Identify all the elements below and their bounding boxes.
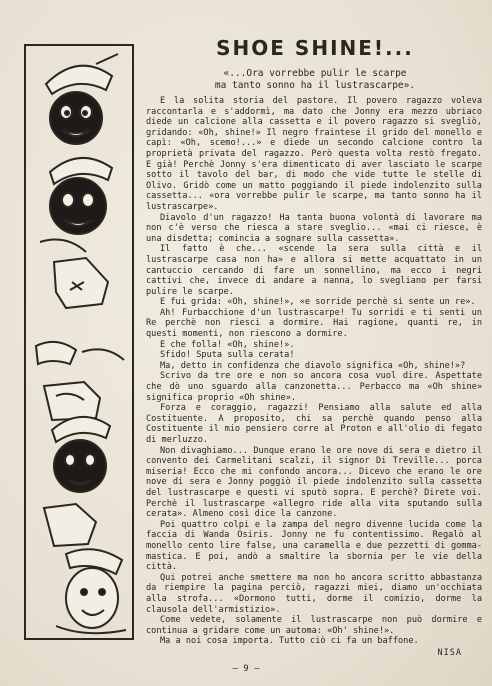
shoeshine-boy-face-icon: [46, 54, 118, 144]
paragraph: Qui potrei anche smettere ma non ho ancora scritto abbastanza da riempire la pagina perciò, ragazzi miei, diamo un'occhiata alla strofa... «Dormono tutti, dorme il comizio, dorme la clausola dell'armistizio».: [146, 572, 482, 615]
paragraph: Ma a noi cosa importa. Tutto ciò ci fa un baffone.: [160, 636, 419, 646]
paragraph: E che folla! «Oh, shine!».: [160, 339, 295, 350]
author-signature: NISA: [437, 648, 462, 658]
paragraph: Non divaghiamo... Dunque erano le ore nove di sera e dietro il convento dei Carmelitani scalzi, il signor Di Treville... porca miseria! Ecco che mi confondo ancora... Dicevo che erano le ore nove di sera e Jonny poggiò il piede indolenzito sulla cassetta del lustrascarpe e questi vi sputò sopra. E perchè? Direte voi. Perchè il lustrascarpe «allegro ride alla vita sputando sulla cerata». Almeno così dice la canzone.: [146, 445, 482, 520]
article-subtitle: [150, 68, 480, 92]
shoe-brush-icon: [36, 342, 124, 364]
paragraph: Ah! Furbacchione d'un lustrascarpe! Tu sorridi e ti senti un Re perchè non riesci a dormire. Hai ragione, quanti re, in questi momenti, non riescono a dormire.: [146, 307, 482, 340]
paragraph: Forza e coraggio, ragazzi! Pensiamo alla salute ed alla Costituente. A proposito, chi sa perchè quando penso alla Costituente il mio pensiero corre al Proton e all'olio di fegato di merluzzo.: [146, 403, 482, 445]
subtitle-line: ma tanto sonno ha il lustrascarpe».: [214, 80, 416, 91]
paragraph: E fui grida: «Oh, shine!», «e sorride perchè si sente un re».: [160, 297, 476, 308]
subtitle-line: «...Ora vorrebbe pulir le scarpe: [223, 68, 407, 79]
shoe-icon: [54, 258, 108, 308]
paragraph: Il fatto è che... «scende la sera sulla città e il lustrascarpe casa non ha» e allora si mette acquattato in un cantuccio cercando di fare un sonnellino, ma ecco i negri cattivi che, invece di andare a nanna, lo svegliano per farsi pulire le scarpe.: [146, 244, 482, 297]
paragraph: Scrivo da tre ore e non so ancora cosa vuol dire. Aspettate che dò uno sguardo alla canzonetta... Perbacco ma «Oh shine» significa proprio «Oh shine».: [146, 371, 482, 403]
illustration-strip: [24, 44, 134, 640]
paragraph: Ma, detto in confidenza che diavolo significa «Oh, shine!»?: [160, 360, 466, 371]
page-number: — 9 —: [232, 664, 260, 674]
paragraph: Come vedete, solamente il lustrascarpe non può dormire e continua a gridare come un automa: «Oh' shine!».: [146, 615, 482, 636]
cartoon-illustrations: [26, 46, 132, 638]
paragraph: E la solita storia del pastore. Il povero ragazzo voleva raccontarla e s'addormì, ma dato che Jonny era mezzo ubriaco diede un calcione alla cassetta e il povero ragazzo si svegliò, gridando: «Oh, shine!» Il negro fraintese il grido del monello e capì: «Oh, scemo!...» e diede un secondo calcione contro la proprietà privata del ragazzo. Però questa volta restò fregato. E già! Perchè Jonny s'era dimenticato di aver lasciato le scarpe sotto il tavolo del bar, di modo che vide tutte le stelle di Olivo. Gridò come un matto poggiando il piede indolenzito sulla cassetta... «ora vorrebbe pulir le scarpe, ma tanto sonno ha il lustrascarpe».: [146, 96, 482, 212]
shoeshine-boy-face-icon: [52, 417, 110, 492]
shoe-icon: [44, 504, 96, 546]
paragraph: Poi quattro colpi e la zampa del negro divenne lucida come la faccia di Wanda Osiris. Jonny ne fu contentissimo. Regalò al monello cento lire false, una caramella e due pezzetti di gomma-mastica. E poi, andò a smaltire la sbornia per le vie della città.: [146, 519, 482, 573]
shoe-icon: [44, 382, 100, 420]
article-body: [146, 96, 482, 646]
shoeshine-boy-face-icon: [40, 158, 112, 252]
article-title: SHOE SHINE!...: [216, 36, 414, 60]
paragraph: Sfido! Sputa sulla cerata!: [160, 350, 295, 361]
paragraph: Diavolo d'un ragazzo! Ha tanta buona volontà di lavorare ma non c'è verso che riesca a stare sveglio... «mai ci riesce, è una disdetta; comincia a sognare sulla cassetta».: [146, 212, 482, 244]
sailor-boy-face-icon: [56, 549, 126, 633]
